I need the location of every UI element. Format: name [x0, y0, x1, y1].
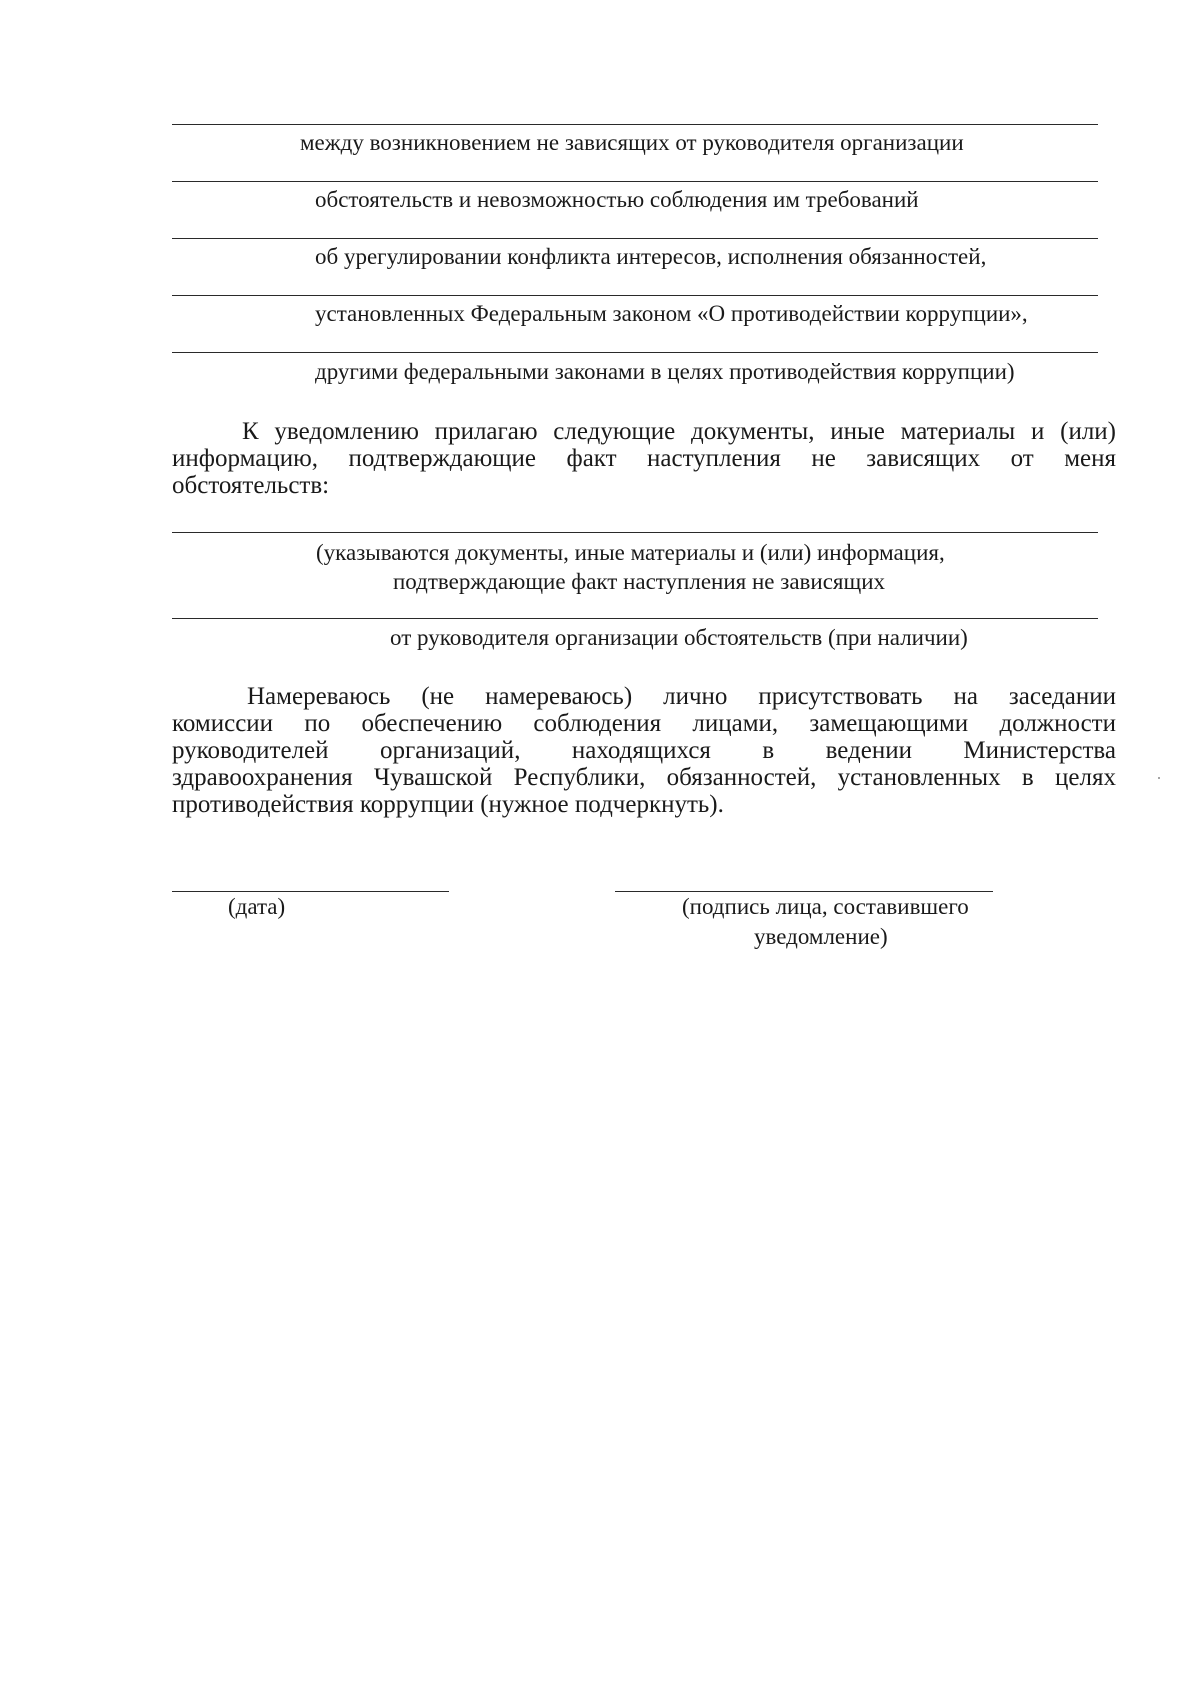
intent-paragraph: [172, 683, 1116, 818]
field-caption-1: между возникновением не зависящих от руководителя организации: [300, 130, 964, 155]
signature-caption-line-1: (подпись лица, составившего: [682, 894, 969, 919]
attachments-line-2: информацию, подтверждающие факт наступления не зависящих от меня: [172, 445, 1116, 472]
signature-caption-line-2: уведомление): [754, 924, 888, 949]
date-caption: (дата): [228, 894, 286, 919]
attachments-caption-line-2: подтверждающие факт наступления не зависящих: [393, 569, 886, 594]
field-caption-3: об урегулировании конфликта интересов, исполнения обязанностей,: [315, 244, 987, 269]
field-caption-5: другими федеральными законами в целях противодействия коррупции): [315, 359, 1015, 384]
attachments-line-1: К уведомлению прилагаю следующие документы, иные материалы и (или): [242, 418, 1116, 445]
attachments-line-3: обстоятельств:: [172, 472, 330, 499]
blank-line-5: [172, 352, 1098, 353]
field-caption-2: обстоятельств и невозможностью соблюдения им требований: [315, 187, 919, 212]
blank-line-2: [172, 181, 1098, 182]
intent-line-4: здравоохранения Чувашской Республики, обязанностей, установленных в целях: [172, 764, 1116, 791]
scan-speck: [1158, 777, 1160, 779]
intent-line-3: руководителей организаций, находящихся в ведении Министерства: [172, 737, 1116, 764]
blank-line-1: [172, 124, 1098, 125]
blank-line-4: [172, 295, 1098, 296]
attachments-blank-line-1: [172, 532, 1098, 533]
blank-line-3: [172, 238, 1098, 239]
attachments-caption-line-1: (указываются документы, иные материалы и (или) информация,: [316, 540, 945, 565]
field-caption-4: установленных Федеральным законом «О противодействии коррупции»,: [315, 301, 1028, 326]
intent-line-2: комиссии по обеспечению соблюдения лицами, замещающими должности: [172, 710, 1116, 737]
date-blank-line: [172, 891, 449, 892]
intent-line-1: Намереваюсь (не намереваюсь) лично присутствовать на заседании: [247, 683, 1116, 710]
attachments-paragraph: [172, 418, 1116, 499]
intent-line-5: противодействия коррупции (нужное подчеркнуть).: [172, 791, 724, 818]
attachments-blank-line-2: [172, 618, 1098, 619]
attachments-caption-line-3: от руководителя организации обстоятельств (при наличии): [390, 625, 968, 650]
